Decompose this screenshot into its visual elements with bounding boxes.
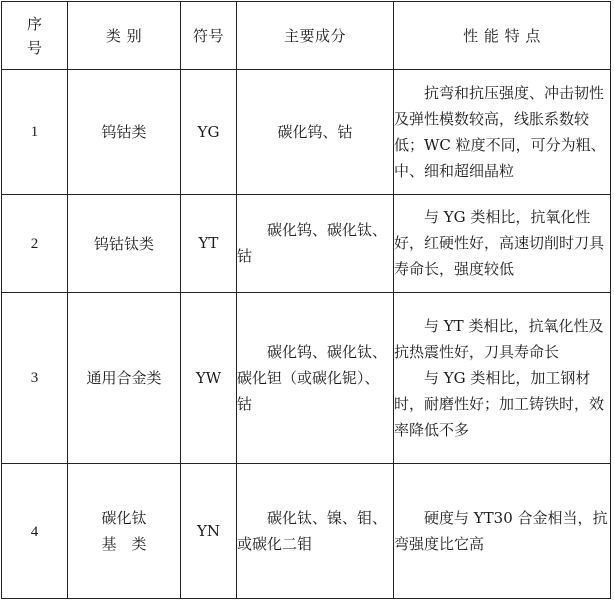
header-seq-line1: 序 bbox=[26, 14, 42, 33]
table-row bbox=[2, 464, 611, 599]
cell-composition bbox=[237, 70, 394, 195]
header-category-label: 类 别 bbox=[105, 27, 143, 45]
table-row bbox=[2, 194, 611, 292]
seq-value: 1 bbox=[30, 124, 39, 141]
cell-symbol bbox=[181, 194, 237, 292]
seq-value: 3 bbox=[30, 370, 39, 387]
composition-value: 碳化钨、钴 bbox=[277, 122, 353, 141]
cell-performance bbox=[394, 292, 611, 464]
performance-paragraph: 与 YG 类相比，加工钢材时，耐磨性好；加工铸铁时，效率降低不多 bbox=[394, 368, 605, 439]
header-seq-line2: 号 bbox=[26, 38, 42, 57]
performance-paragraph: 与 YG 类相比，抗氧化性好，红硬性好，高速切削时刀具寿命长，强度较低 bbox=[394, 208, 605, 279]
performance-paragraph: 硬度与 YT30 合金相当，抗弯强度比它高 bbox=[394, 509, 608, 554]
table-row bbox=[2, 70, 611, 195]
category-value: 钨钴钛类 bbox=[93, 234, 154, 253]
symbol-value: YT bbox=[198, 234, 219, 253]
cell-seq bbox=[2, 292, 68, 464]
header-symbol-label: 符号 bbox=[192, 27, 224, 45]
symbol-value: YG bbox=[197, 122, 220, 141]
cell-seq bbox=[2, 194, 68, 292]
seq-value: 4 bbox=[30, 523, 39, 540]
cell-seq bbox=[2, 464, 68, 599]
header-symbol bbox=[181, 2, 237, 70]
cell-composition bbox=[237, 292, 394, 464]
performance-paragraph: 抗弯和抗压强度、冲击韧性及弹性模数较高，线胀系数较低；WC 粒度不同，可分为粗、中、细和超细晶粒 bbox=[394, 83, 606, 180]
cell-seq bbox=[2, 70, 68, 195]
category-value: 通用合金类 bbox=[86, 369, 162, 388]
performance-paragraph: 与 YT 类相比，抗氧化性及抗热震性好，刀具寿命长 bbox=[394, 316, 604, 361]
header-performance-label: 性 能 特 点 bbox=[463, 27, 541, 45]
cell-performance bbox=[394, 194, 611, 292]
header-composition bbox=[237, 2, 394, 70]
category-value: 钨钴类 bbox=[101, 123, 147, 142]
symbol-value: YN bbox=[196, 522, 221, 541]
composition-value: 碳化钨、碳化钛、碳化钽（或碳化铌）、钴 bbox=[237, 342, 388, 413]
cell-category bbox=[68, 70, 181, 195]
cell-performance bbox=[394, 70, 611, 195]
cell-symbol bbox=[181, 292, 237, 464]
composition-value: 碳化钨、碳化钛、钴 bbox=[237, 221, 388, 266]
cell-composition bbox=[237, 194, 394, 292]
seq-value: 2 bbox=[30, 235, 39, 252]
header-composition-label: 主要成分 bbox=[283, 27, 346, 45]
category-value-line2: 基 类 bbox=[101, 535, 147, 554]
header-performance bbox=[394, 2, 611, 70]
composition-value: 碳化钛、镍、钼、或碳化二钼 bbox=[237, 509, 388, 554]
cell-symbol bbox=[181, 464, 237, 599]
carbide-alloy-table bbox=[1, 1, 611, 599]
cell-composition bbox=[237, 464, 394, 599]
header-row bbox=[2, 2, 611, 70]
cell-category bbox=[68, 194, 181, 292]
symbol-value: YW bbox=[195, 368, 222, 387]
cell-performance bbox=[394, 464, 611, 599]
table-row bbox=[2, 292, 611, 464]
cell-symbol bbox=[181, 70, 237, 195]
category-value-line1: 碳化钛 bbox=[101, 509, 147, 528]
cell-category bbox=[68, 292, 181, 464]
header-category bbox=[68, 2, 181, 70]
header-seq bbox=[2, 2, 68, 70]
cell-category bbox=[68, 464, 181, 599]
